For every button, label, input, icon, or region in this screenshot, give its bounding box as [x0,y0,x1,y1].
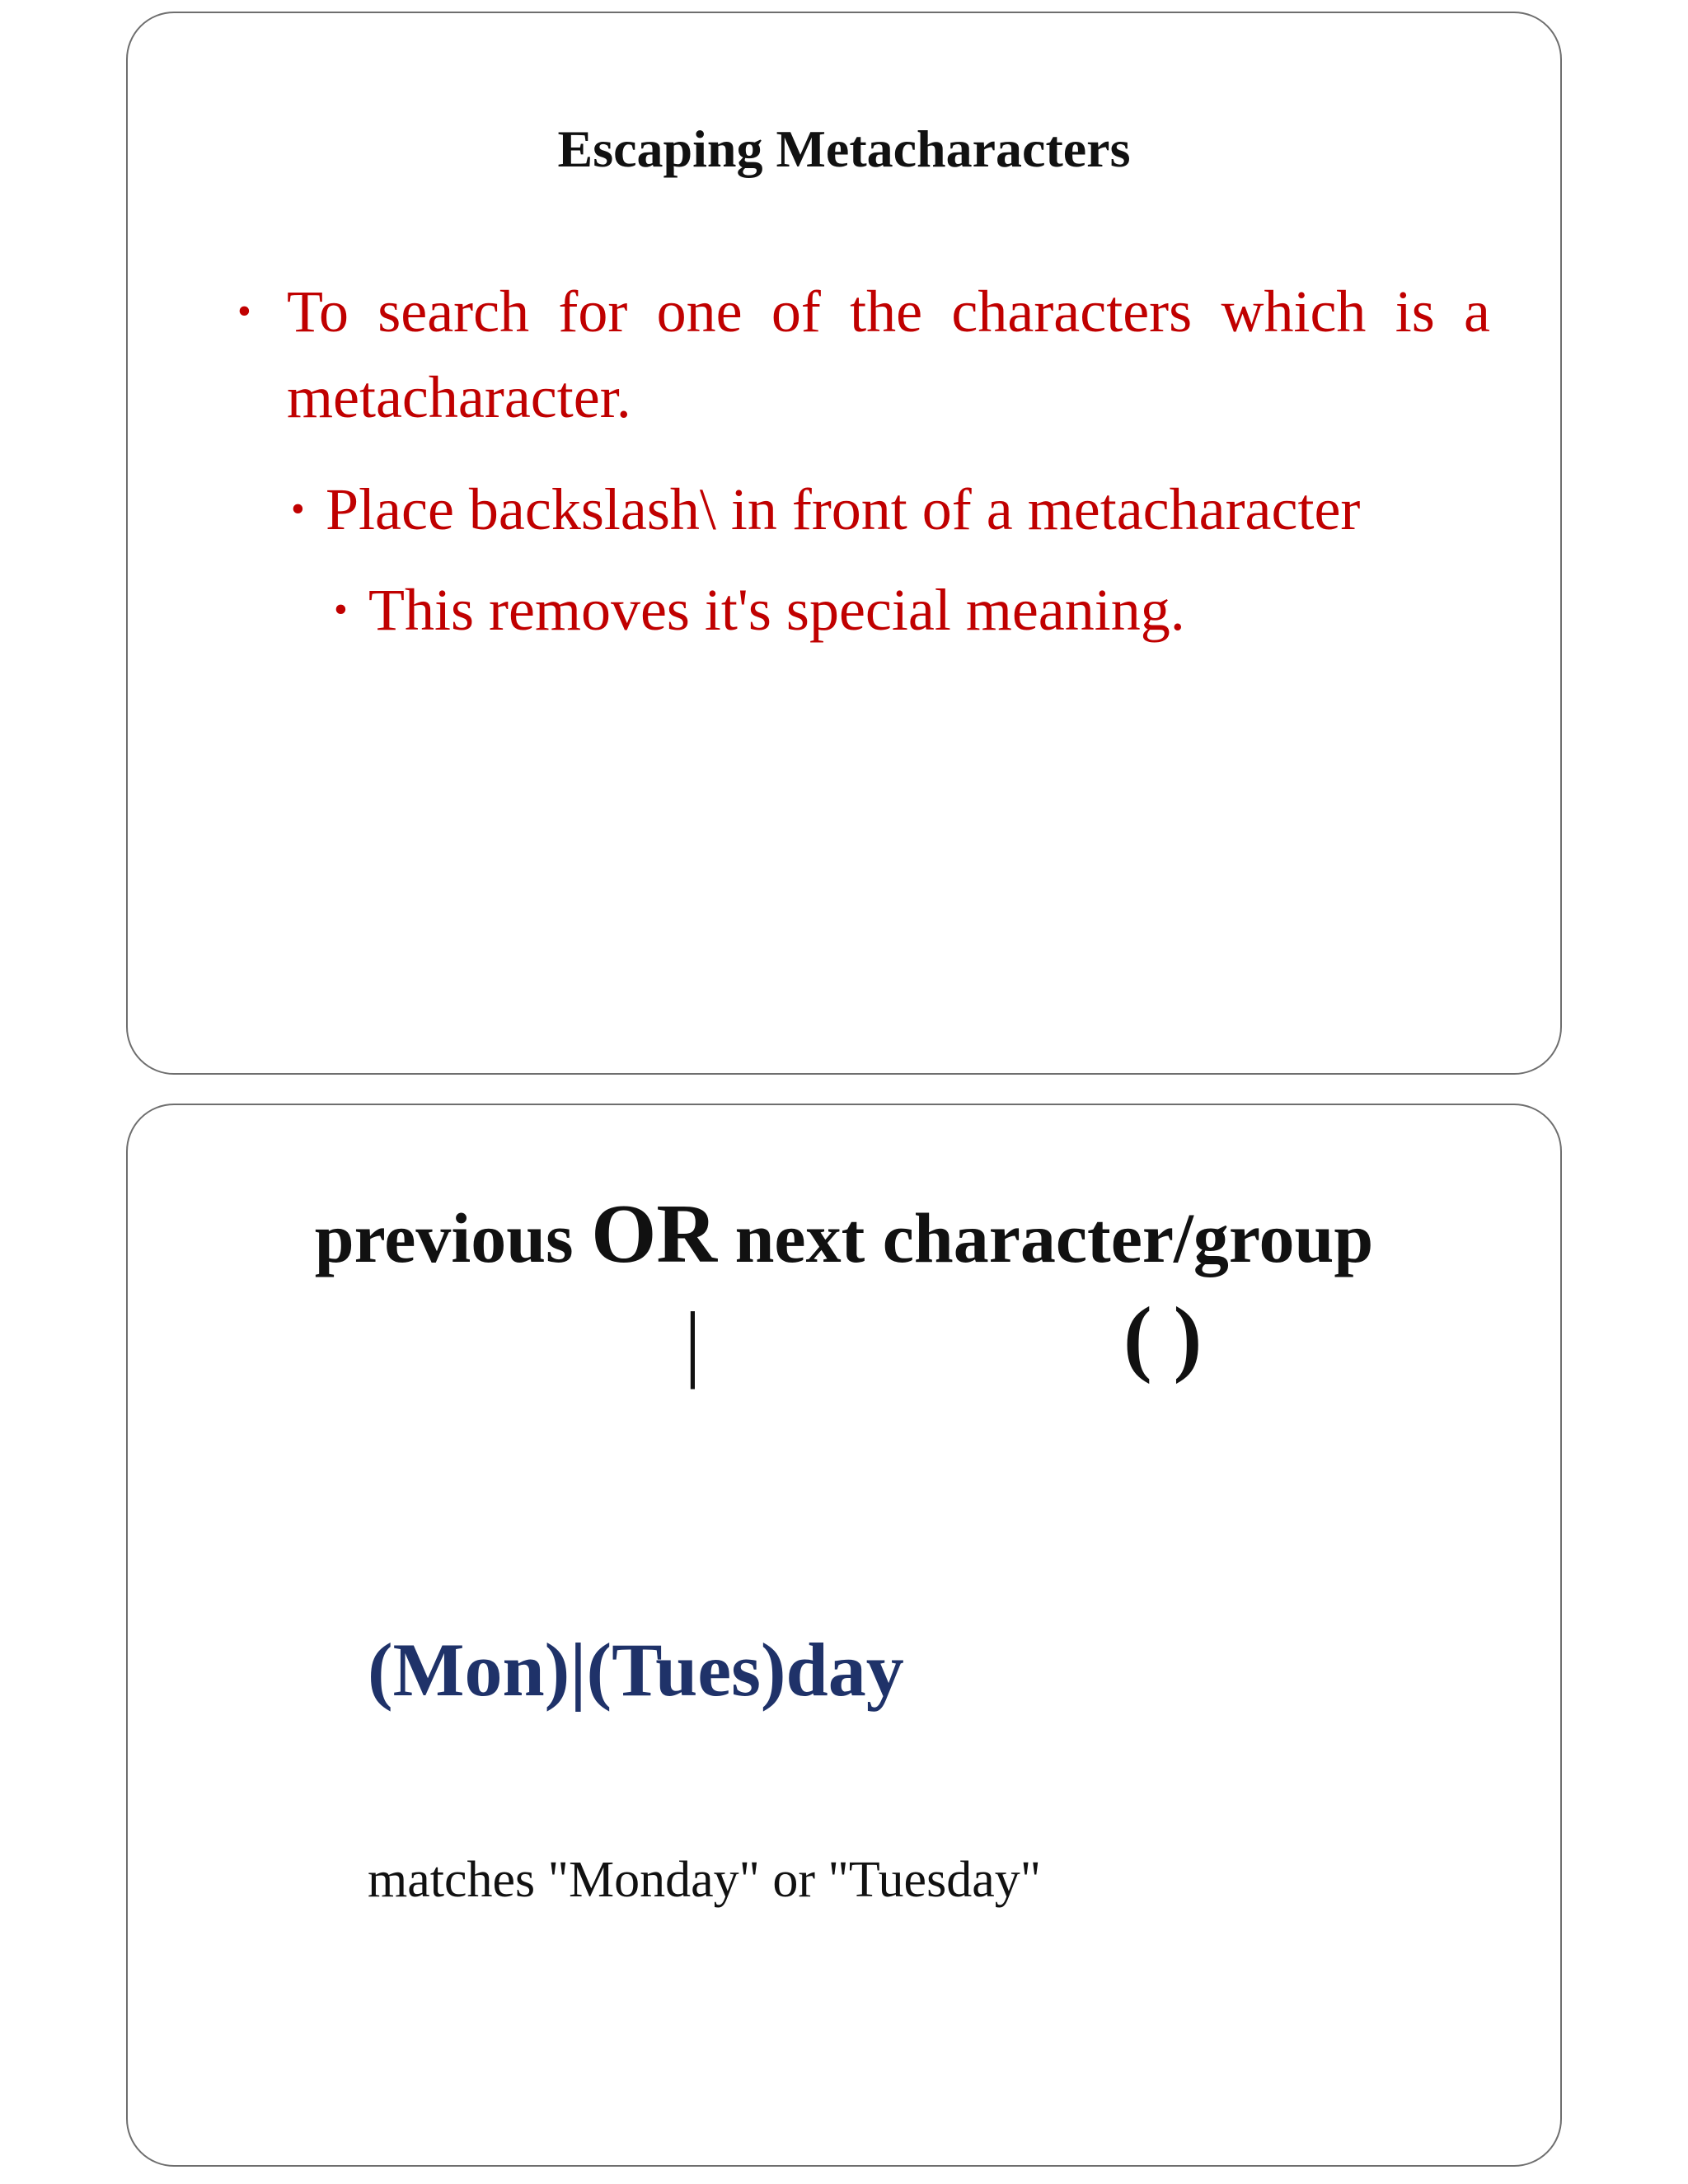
slide-title: Escaping Metacharacters [557,120,1131,178]
example-description: matches "Monday" or "Tuesday" [368,1852,1042,1908]
or-symbol: | [684,1295,701,1390]
title-or: OR [591,1188,718,1281]
group-symbol: ( ) [1123,1290,1203,1385]
bullet-level-1 [237,269,1490,440]
title-part-next: next character/group [717,1198,1374,1277]
bullet-dot-icon: • [237,289,251,333]
bullet-dot-icon: • [291,487,305,531]
title-part-previous: previous [314,1198,592,1277]
bullet-level-3 [334,567,1488,653]
slide-alternation-grouping [126,1104,1562,2167]
bullet-dot-icon: • [334,588,348,631]
slide-title [128,1186,1560,1282]
bullet-text: To search for one of the characters which is a metacharacter. [287,279,1490,430]
bullet-text: Place backslash\ in front of a metacharacter [326,476,1361,542]
bullet-level-2 [291,466,1527,552]
bullet-text: This removes it's special meaning. [368,577,1185,643]
slide-escaping-metacharacters [126,12,1562,1075]
example-regex: (Mon)|(Tues)day [368,1628,904,1712]
